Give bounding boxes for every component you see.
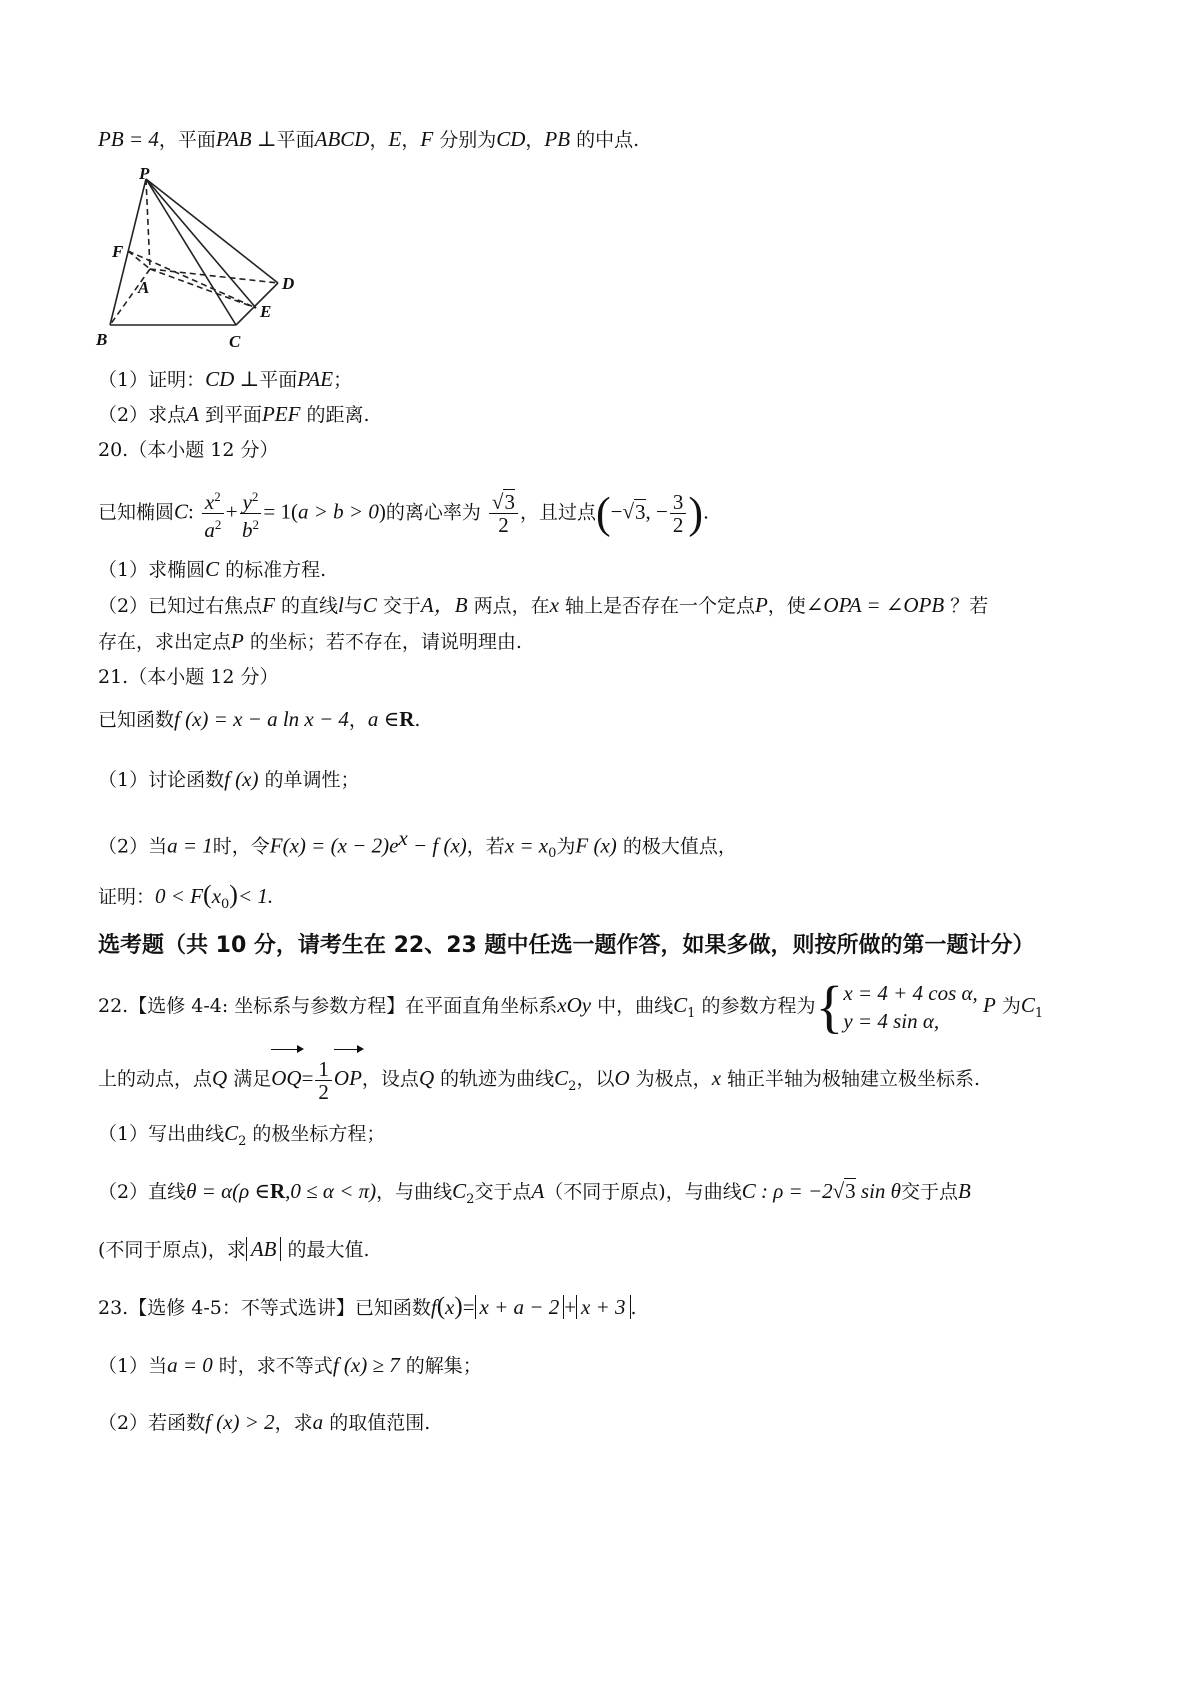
math: x — [549, 593, 559, 617]
label-a: A — [138, 278, 150, 297]
text: 交于 — [376, 595, 421, 617]
text: 的直线 — [274, 595, 338, 617]
math: = — [462, 1295, 475, 1319]
math: l — [337, 593, 344, 617]
text: ，求 — [274, 1412, 313, 1434]
text: 的参数方程为 — [695, 995, 816, 1017]
text: ， — [348, 709, 368, 731]
q23-part2 — [98, 1409, 430, 1436]
math: x — [398, 826, 408, 850]
math: PEF — [261, 402, 301, 426]
q22-part2-line2 — [98, 1236, 370, 1263]
num: 3 — [670, 491, 687, 514]
math: θ = α(ρ ∈ — [186, 1179, 270, 1203]
text: 的标准方程. — [219, 559, 327, 581]
text: 为 — [995, 995, 1021, 1017]
math: 0 — [548, 846, 557, 862]
text: 轴正半轴为极轴建立极坐标系. — [721, 1068, 981, 1090]
text: （1）求椭圆 — [98, 559, 206, 581]
math-abcd: ABCD — [314, 127, 370, 151]
math: Q — [212, 1066, 228, 1090]
math: P — [231, 629, 244, 653]
text: ， — [369, 129, 389, 151]
q21-title: 21.（本小题 12 分） — [98, 666, 279, 688]
text: 分别为 — [433, 129, 497, 151]
math: 0 < F — [155, 884, 204, 908]
q22-part1 — [98, 1120, 385, 1155]
text: 交于点 — [474, 1181, 532, 1203]
q20-part1 — [98, 556, 326, 583]
text: ， — [401, 129, 421, 151]
math: − f (x) — [407, 833, 467, 858]
math: + — [225, 499, 238, 524]
label-p: P — [139, 165, 150, 183]
math-pb: PB — [544, 127, 571, 151]
math: 2 — [238, 1133, 247, 1149]
text: （2）当 — [98, 835, 168, 858]
text: ； — [333, 369, 353, 391]
text: 的最大值. — [281, 1239, 370, 1261]
math: C — [224, 1121, 239, 1145]
math: x — [711, 1066, 722, 1090]
text: 的中点. — [570, 129, 640, 151]
math: C — [452, 1179, 467, 1203]
label-e: E — [260, 302, 272, 321]
math: f (x) = x − a ln x − 4 — [174, 707, 349, 731]
q21-proof: 证明：$0 < F(x_0)< 1$. — [98, 880, 274, 912]
q20-title: 20.（本小题 12 分） — [98, 439, 279, 461]
fraction-3-2 — [670, 491, 687, 536]
q19-part1 — [98, 366, 352, 393]
math: a ∈ — [367, 707, 400, 731]
text: 满足 — [227, 1068, 272, 1090]
den: 2 — [318, 1079, 329, 1104]
q22-stem: 22.【选修 4-4: 坐标系与参数方程】在平面直角坐标系xOy 中，曲线$C_1$ 的参数方程为{ x = 4 + 4 cos α, y = 4 sin α, P 为$C_1$ — [98, 974, 1044, 1039]
math: a — [312, 1410, 324, 1434]
math: x — [211, 884, 222, 908]
num: x — [204, 490, 215, 514]
q21-part2 — [98, 825, 737, 867]
math: ) — [378, 499, 386, 524]
text: 平面 — [259, 369, 298, 391]
text: 为极点， — [629, 1068, 712, 1090]
math: a > b > 0 — [298, 499, 379, 524]
math: C — [205, 557, 220, 581]
math: R — [269, 1179, 286, 1203]
edge-pc — [146, 179, 236, 325]
math: 1 — [687, 1005, 696, 1021]
math: sin θ — [855, 1179, 901, 1203]
math: ∠OPA = ∠OPB — [805, 593, 945, 617]
den: b — [242, 518, 253, 542]
text: 的轨迹为曲线 — [434, 1068, 555, 1090]
num: 3 — [504, 490, 515, 514]
text: 的坐标；若不存在，请说明理由. — [243, 631, 522, 653]
math-abs2: x + 3 — [576, 1295, 631, 1319]
math-f: F — [420, 127, 434, 151]
text: （1）讨论函数 — [98, 769, 225, 791]
text: 的极大值点， — [616, 835, 737, 858]
text: 交于点 — [901, 1181, 959, 1203]
math: CD ⊥ — [205, 367, 260, 391]
text: （不同于原点)，与曲线 — [544, 1181, 742, 1203]
text: 的极坐标方程； — [246, 1123, 386, 1145]
text: 上的动点，点 — [98, 1068, 213, 1090]
q22-stem-line2 — [98, 1052, 980, 1113]
math: A — [186, 402, 199, 426]
math: C — [673, 993, 688, 1017]
math: C — [554, 1066, 569, 1090]
den: 2 — [498, 513, 509, 537]
text: （1）证明： — [98, 369, 206, 391]
text: ，且过点 — [519, 501, 596, 524]
text: 两点，在 — [467, 595, 550, 617]
label-c: C — [229, 332, 241, 351]
math: C — [1020, 993, 1035, 1017]
math: F — [262, 593, 275, 617]
math: f (x) > 2 — [205, 1410, 275, 1434]
math: f — [430, 1295, 437, 1319]
text: . — [414, 709, 421, 731]
math: < 1. — [237, 884, 274, 908]
num: 1 — [315, 1058, 332, 1081]
fraction-half — [315, 1058, 332, 1103]
text: ？若 — [944, 595, 989, 617]
text: （1）当 — [98, 1355, 168, 1377]
text: （2）已知过右焦点 — [98, 595, 263, 617]
text: 到平面 — [198, 404, 262, 426]
edge-pe — [146, 179, 256, 308]
text: 的距离. — [300, 404, 370, 426]
q19-part2 — [98, 401, 370, 428]
math: a = 0 — [167, 1353, 213, 1377]
text: 时，令 — [212, 835, 270, 858]
q21-part1 — [98, 766, 360, 793]
text: ，与曲线 — [376, 1181, 453, 1203]
text: 时，求不等式 — [212, 1355, 333, 1377]
equation: x = 4 + 4 cos α, — [843, 981, 978, 1005]
math: C — [174, 499, 189, 524]
q20-part2-line1 — [98, 592, 988, 619]
q21-stem — [98, 706, 420, 733]
math: 2 — [466, 1191, 475, 1207]
q19-condition-line — [98, 126, 639, 153]
label-d: D — [282, 274, 295, 293]
text: 23.【选修 4-5：不等式选讲】已知函数 — [98, 1297, 431, 1319]
edge-cd — [236, 283, 278, 325]
math-pab: PAB ⊥ — [215, 127, 277, 151]
text: ，使 — [767, 595, 806, 617]
math-abs-ab: AB — [246, 1237, 282, 1261]
math: xOy — [557, 993, 592, 1017]
parametric-system — [843, 979, 977, 1035]
math: = 1( — [263, 499, 299, 524]
text: (不同于原点)，求 — [98, 1239, 246, 1261]
q22-part2-line1: （2）直线θ = α(ρ ∈R,0 ≤ α < π)，与曲线$C_2$交于点A（不同于原点)，与曲线C : ρ = −2√3 sin θ交于点B — [98, 1179, 971, 1207]
math: ,0 ≤ α < π) — [285, 1179, 377, 1203]
math: P — [754, 593, 768, 617]
math: 1 — [1034, 1005, 1044, 1021]
math-e: E — [388, 127, 402, 151]
text: 中，曲线 — [591, 995, 674, 1017]
q20-part2-line2 — [98, 628, 522, 655]
math: 3 — [635, 499, 646, 524]
math: PAE — [297, 367, 334, 391]
text: 的解集； — [399, 1355, 482, 1377]
math: Q — [418, 1066, 435, 1090]
elective-header: 选考题（共 10 分，请考生在 22、23 题中任选一题作答，如果多做，则按所做的第一题计分） — [98, 933, 1035, 958]
label-f: F — [112, 242, 124, 261]
math: C : ρ = −2 — [741, 1179, 833, 1203]
fraction-x2-a2: $\frac{x^2}{a^2}$ — [202, 486, 224, 541]
text: 平面 — [276, 129, 315, 151]
math: R — [399, 707, 415, 731]
math: O — [614, 1066, 630, 1090]
q23-part1 — [98, 1352, 482, 1379]
math: = — [301, 1066, 314, 1090]
math: 0 — [221, 896, 230, 912]
q23-stem: 23.【选修 4-5：不等式选讲】已知函数f(x)= x + a − 2 + x + 3 . — [98, 1293, 637, 1320]
math: 2 — [568, 1078, 577, 1094]
vector-op: OP — [334, 1052, 362, 1104]
text: ，平面 — [158, 129, 216, 151]
math: x — [445, 1295, 455, 1319]
text: 的单调性； — [258, 769, 360, 791]
math: , − — [645, 499, 668, 524]
math-pb: PB = 4 — [98, 127, 159, 151]
math: + — [564, 1295, 577, 1319]
text: 已知函数 — [98, 709, 175, 731]
text: （2）直线 — [98, 1181, 187, 1203]
num: y — [242, 490, 252, 514]
math: C — [362, 593, 377, 617]
fraction-y2-b2: $\frac{y^2}{b^2}$ — [240, 486, 262, 541]
vector-oq: OQ — [271, 1052, 301, 1104]
math: B — [958, 1179, 971, 1203]
edge-pa — [146, 179, 150, 269]
math: A — [531, 1179, 545, 1203]
math: P — [977, 993, 996, 1017]
fraction-eccentricity: $\frac{√3}{2}$ — [489, 491, 518, 536]
text: 与 — [343, 595, 363, 617]
math: f (x) — [224, 767, 259, 791]
text: 的取值范围. — [323, 1412, 431, 1434]
text: （2）求点 — [98, 404, 187, 426]
text: （2）若函数 — [98, 1412, 206, 1434]
text: 证明： — [98, 886, 156, 908]
text: . — [703, 501, 710, 524]
label-b: B — [96, 330, 108, 349]
equation: y = 4 sin α, — [843, 1009, 940, 1033]
text: （1）写出曲线 — [98, 1123, 225, 1145]
math: − — [610, 499, 623, 524]
text: ， — [525, 129, 545, 151]
q20-stem: 已知椭圆C: $\frac{x^2}{a^2}$ + $\frac{y^2}{b^2}$ = 1(a > b > 0)的离心率为 $\frac{√3}{2}$ ，且过点(−√3, − $\frac{3}{2}$ ). — [98, 486, 709, 541]
math-abs1: x + a − 2 — [475, 1295, 565, 1319]
den: a — [204, 518, 215, 542]
math: F(x) = (x − 2)e — [269, 833, 399, 858]
text: ，以 — [576, 1068, 615, 1090]
text: 存在，求出定点 — [98, 631, 232, 653]
text: ，若 — [466, 835, 505, 858]
text: ，设点 — [361, 1068, 419, 1090]
text: . — [630, 1297, 637, 1319]
den: 2 — [672, 513, 684, 537]
math: f (x) ≥ 7 — [332, 1353, 400, 1377]
math: A，B — [420, 593, 468, 617]
pyramid-figure — [88, 165, 328, 355]
text: 的离心率为 — [385, 501, 481, 524]
math: x = x — [504, 833, 549, 858]
math: a = 1 — [167, 833, 213, 858]
math: : — [188, 499, 194, 524]
text: 已知椭圆 — [98, 501, 175, 524]
math-cd: CD — [496, 127, 526, 151]
math: F (x) — [575, 833, 617, 858]
text: 为 — [556, 835, 576, 858]
text: 轴上是否存在一个定点 — [558, 595, 755, 617]
math: 3 — [845, 1179, 856, 1203]
text: 22.【选修 4-4: 坐标系与参数方程】在平面直角坐标系 — [98, 995, 558, 1017]
